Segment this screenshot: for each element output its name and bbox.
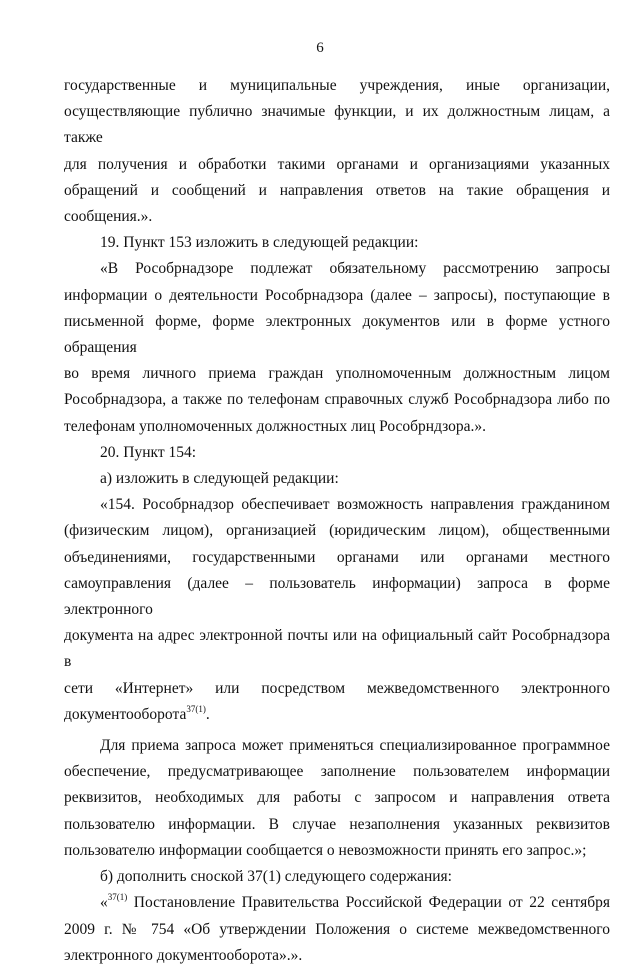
- text-line: документа на адрес электронной почты или на официальный сайт Рособрнадзора в: [64, 627, 610, 671]
- page-body: [64, 73, 610, 969]
- item-20a: а) изложить в следующей редакции:: [100, 470, 339, 488]
- paragraph-continuation: [64, 73, 610, 230]
- footnote-ref: 37(1): [107, 892, 128, 903]
- text-fragment: документооборота: [64, 705, 187, 723]
- footnote-ref: 37(1): [186, 703, 206, 714]
- text-line: сети «Интернет» или посредством межведомственного электронного: [64, 679, 610, 697]
- text-fragment: «: [100, 894, 108, 912]
- text-fragment: Постановление Правительства Российской Федерации от 22 сентября: [127, 894, 610, 912]
- text-fragment: .: [205, 705, 210, 723]
- text-line: реквизитов, необходимых для работы с запросом и направления ответа: [64, 789, 610, 807]
- text-line: (физическим лицом), организацией (юридическим лицом), общественными: [64, 522, 610, 540]
- text-line: государственные и муниципальные учреждения, иные организации,: [64, 77, 610, 94]
- text-line: пользователю информации сообщается о невозможности принять его запрос.»;: [64, 841, 587, 859]
- text-line: объединениями, государственными органами или органами местного: [64, 548, 610, 566]
- item-19-heading: 19. Пункт 153 изложить в следующей редакции:: [100, 234, 419, 252]
- text-line: письменной форме, форме электронных документов или в форме устного обращения: [64, 312, 610, 357]
- paragraph-154-second: [64, 733, 610, 864]
- text-line: обращений и сообщений и направления ответов на такие обращения и сообщения.».: [64, 181, 610, 226]
- text-line: обеспечение, предусматривающее заполнение пользователем информации: [64, 763, 610, 781]
- paragraph-153: [64, 256, 610, 439]
- text-line: осуществляющие публично значимые функции, и их должностным лицам, а также: [64, 103, 610, 147]
- text-line: самоуправления (далее – пользователь информации) запроса в форме электронного: [64, 574, 610, 619]
- paragraph-154: [64, 492, 610, 728]
- text-line: для получения и обработки такими органами и организациями указанных: [64, 155, 610, 173]
- text-line: [64, 702, 610, 728]
- footnote-text: [64, 890, 610, 969]
- text-line: 2009 г. № 754 «Об утверждении Положения о системе межведомственного: [64, 920, 610, 938]
- text-line: информации о деятельности Рособрнадзора (далее – запросы), поступающие в: [64, 286, 610, 304]
- text-line: [64, 890, 610, 916]
- text-line: телефонам уполномоченных должностных лиц Рособрндзора.».: [64, 417, 487, 435]
- text-line: электронного документооборота».».: [64, 946, 303, 964]
- text-line: во время личного приема граждан уполномоченным должностным лицом: [64, 365, 610, 383]
- text-line: «В Рособрнадзоре подлежат обязательному рассмотрению запросы: [100, 260, 610, 278]
- item-20-heading: 20. Пункт 154:: [100, 443, 197, 461]
- text-line: пользователю информации. В случае незаполнения указанных реквизитов: [64, 815, 610, 833]
- text-line: «154. Рособрнадзор обеспечивает возможность направления гражданином: [100, 496, 610, 514]
- item-20b: б) дополнить сноской 37(1) следующего содержания:: [100, 868, 452, 886]
- text-line: Рособрнадзора, а также по телефонам справочных служб Рособрнадзора либо по: [64, 391, 610, 409]
- text-line: Для приема запроса может применяться специализированное программное: [100, 737, 610, 755]
- page-number: 6: [316, 40, 324, 56]
